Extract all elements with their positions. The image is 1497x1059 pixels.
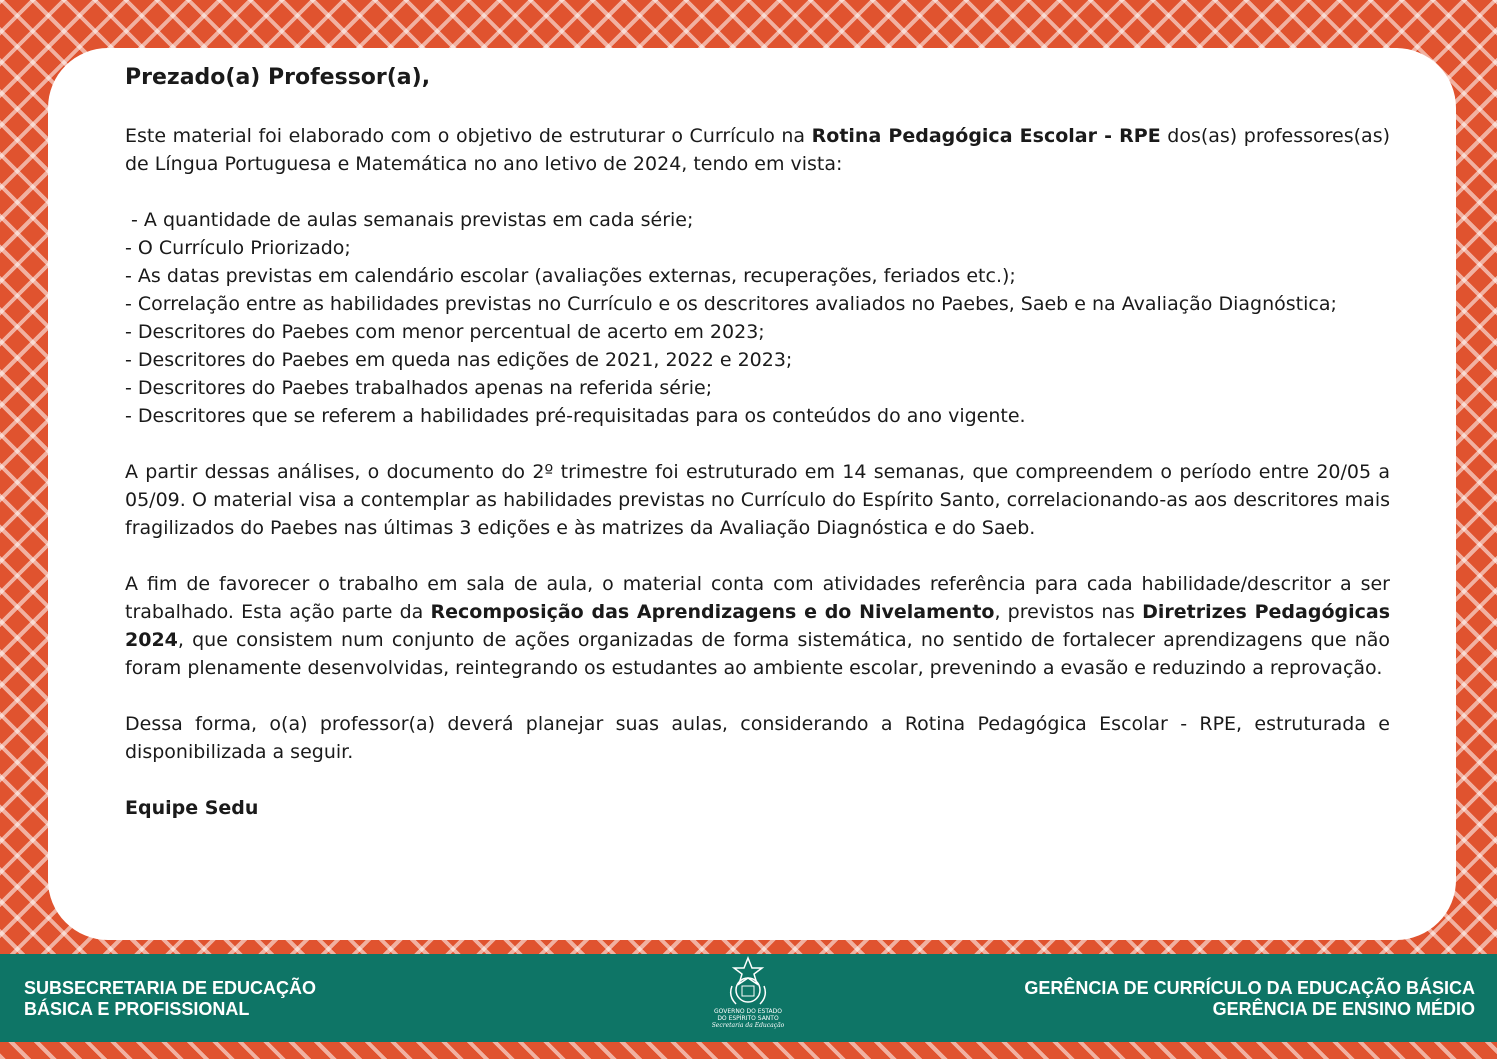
list-item: - Correlação entre as habilidades previstas no Currículo e os descritores avaliados no Paebes, Saeb e na Avaliação Diagnóstica; — [125, 293, 1337, 315]
government-logo — [700, 956, 796, 1040]
letter-greeting: Prezado(a) Professor(a), — [125, 65, 431, 90]
list-item: - Descritores do Paebes com menor percentual de acerto em 2023; — [125, 321, 765, 343]
recomposition-paragraph — [125, 570, 1390, 682]
footer-right-line1: GERÊNCIA DE CURRÍCULO DA EDUCAÇÃO BÁSICA — [1024, 978, 1475, 998]
footer-right-title — [1024, 978, 1475, 1020]
logo-line2: DO ESPÍRITO SANTO — [717, 1015, 779, 1022]
list-item: - O Currículo Priorizado; — [125, 237, 351, 259]
analysis-paragraph: A partir dessas análises, o documento do 2º trimestre foi estruturado em 14 semanas, que compreendem o período entre 20/05 a 05/09. O material visa a contemplar as habilidades previstas no Currículo do Espírito Santo, correlacionando-as aos descritores mais fragilizados do Paebes nas últimas 3 edições e às matrizes da Avaliação Diagnóstica e do Saeb. — [125, 461, 1390, 539]
list-item: - Descritores do Paebes em queda nas edições de 2021, 2022 e 2023; — [125, 349, 793, 371]
list-item: - As datas previstas em calendário escolar (avaliações externas, recuperações, feriados etc.); — [125, 265, 1016, 287]
letter-content — [125, 62, 1390, 822]
footer-bar — [0, 954, 1497, 1042]
footer-right-line2: GERÊNCIA DE ENSINO MÉDIO — [1212, 999, 1475, 1019]
recomposition-bold-1: Recomposição das Aprendizagens e do Nivelamento — [430, 601, 995, 623]
list-item: - Descritores do Paebes trabalhados apenas na referida série; — [125, 377, 713, 399]
signature: Equipe Sedu — [125, 797, 259, 819]
footer-left-title — [24, 978, 316, 1020]
logo-line1: GOVERNO DO ESTADO — [714, 1008, 782, 1015]
coat-of-arms-icon — [724, 956, 772, 1008]
list-item: - Descritores que se referem a habilidades pré-requisitadas para os conteúdos do ano vigente. — [125, 405, 1026, 427]
closing-paragraph: Dessa forma, o(a) professor(a) deverá planejar suas aulas, considerando a Rotina Pedagógica Escolar - RPE, estruturada e disponibilizada a seguir. — [125, 713, 1390, 763]
footer-left-line2: BÁSICA E PROFISSIONAL — [24, 999, 250, 1019]
intro-text: Este material foi elaborado com o objetivo de estruturar o Currículo na — [125, 125, 812, 147]
footer-left-line1: SUBSECRETARIA DE EDUCAÇÃO — [24, 978, 317, 998]
criteria-list — [125, 206, 1390, 430]
recomposition-text-1: A fim de favorecer o trabalho em sala de aula, o material conta com atividades referência para cada habilidade/descritor a ser trabalhado. Esta ação parte da — [125, 573, 1390, 623]
decorative-bottom-band — [0, 1042, 1497, 1059]
intro-text-end: dos(as) professores(as) de Língua Portuguesa e Matemática no ano letivo de 2024, tendo em vista: — [125, 125, 1391, 175]
recomposition-text-3: , que consistem num conjunto de ações organizadas de forma sistemática, no sentido de fortalecer aprendizagens que não foram plenamente desenvolvidas, reintegrando os estudantes ao ambiente escolar, prevenindo a evasão e reduzindo a reprovação. — [125, 629, 1390, 679]
recomposition-text-2: , previstos nas — [994, 601, 1143, 623]
recomposition-bold-2: Diretrizes Pedagógicas 2024 — [125, 601, 1390, 651]
list-item: - A quantidade de aulas semanais previstas em cada série; — [125, 209, 694, 231]
logo-line3: Secretaria da Educação — [711, 1022, 785, 1029]
intro-paragraph — [125, 122, 1390, 178]
intro-bold: Rotina Pedagógica Escolar - RPE — [811, 125, 1161, 147]
